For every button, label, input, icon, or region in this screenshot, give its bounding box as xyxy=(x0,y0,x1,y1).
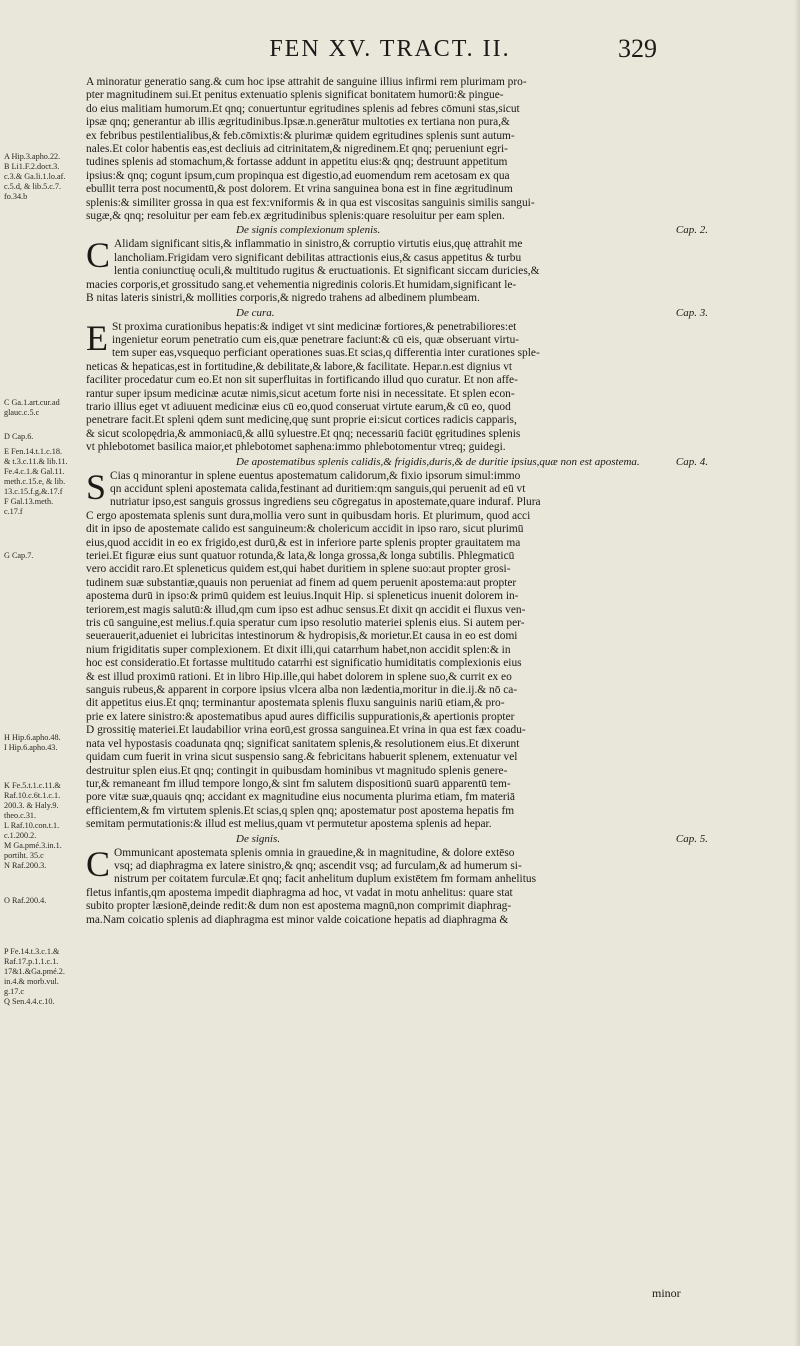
margin-note: c.1.200.2. xyxy=(4,831,37,840)
margin-note: 17&1.&Ga.pmé.2. xyxy=(4,967,65,976)
margin-note: c.5.d, & lib.5.c.7. xyxy=(4,182,62,191)
heading-title: De apostematibus splenis calidis,& frigidis,duris,& de duritie ipsius,quæ non est apostema. xyxy=(236,455,640,468)
text-line: macies corporis,et grossitudo sang.et vehementia nigredinis coloris.Et humidam,significant le- xyxy=(86,278,517,291)
text-line: pter magnitudinem sui.Et penitus extenuatio splenis significat bonitatem humorū:& pingue- xyxy=(86,89,504,102)
text-line: & est illud proximū rationi. Et in libro Hip.ille,qui habet dolorem in splene suo,& currit ex eo xyxy=(86,670,512,683)
section-heading xyxy=(86,455,726,470)
chapter-number: Cap. 3. xyxy=(675,306,708,319)
heading-title: De cura. xyxy=(236,306,275,319)
text-line: vsq; ad diaphragma ex latere sinistro,& qnq; ascendit vsq; ad furculam,& ad humerum si- xyxy=(114,859,522,872)
page-number: 329 xyxy=(618,34,657,63)
text-line: C ergo apostemata splenis sunt dura,mollia vero sunt in quibusdam horis. Et plurimum, quod acci xyxy=(86,509,531,522)
page-header xyxy=(0,36,800,70)
text-line: fletus infantis,qm apostema impedit diaphragma ad hoc, vt vadat in motu anhelitus: quare stat xyxy=(86,886,513,899)
margin-note: O Raf.200.4. xyxy=(4,896,47,905)
text-line: vero accidit raro.Et spleneticus quidem est,qui habet duritiem in splene suo:aut propter grosi- xyxy=(86,563,511,576)
text-line: lancholiam.Frigidam vero significant debilitas attractionis eius,& casus appetitus & turbu xyxy=(114,251,522,264)
margin-note: Q Sen.4.4.c.10. xyxy=(4,997,55,1006)
heading-title: De signis. xyxy=(236,832,280,845)
text-line: ipsæ qnq; generantur ab illis ægritudinibus.Ipsæ.n.generātur multoties ex tertiana non pura,& xyxy=(86,116,510,129)
page-edge xyxy=(794,0,800,1346)
text-line: Cias q minorantur in splene euentus apostematum calidorum,& fixio ipsorum simul:immo xyxy=(110,469,521,482)
text-line: apostema durū in ipso:& primū quidem est leuius.Inquit Hip. si spleneticus inuenit dolorem in- xyxy=(86,590,519,603)
margin-note: G Cap.7. xyxy=(4,551,34,560)
text-line: subito propter læsionē,deinde redit:& dum non est apostema magnū,non comprimit diaphrag- xyxy=(86,900,512,913)
margin-note: L Raf.10.con.t.1. xyxy=(4,821,60,830)
text-line: neticas & hepaticas,est in fortitudine,& debilitate,& labore,& facilitate. Hepar.n.est dignius vt xyxy=(86,360,513,373)
margin-note: 200.3. & Haly.9. xyxy=(4,801,59,810)
text-line: ma.Nam coicatio splenis ad diaphragma est minor valde coicatione hepatis ad diaphragma & xyxy=(86,913,509,926)
text-paragraph xyxy=(86,466,726,832)
drop-capital: C xyxy=(86,235,111,276)
text-paragraph xyxy=(86,235,726,305)
text-line: ebullit terra post nocumentū,& post dolorem. Et vrina sanguinea bona est in fine ægritudinum xyxy=(86,183,513,196)
text-line: lentia coniunctiuę oculi,& multitudo rugitus & eructuationis. Et significant siccam duricies,& xyxy=(114,265,540,278)
section-heading xyxy=(86,832,726,847)
margin-note: in.4.& morb.vul. xyxy=(4,977,59,986)
margin-note: fo.34.b xyxy=(4,192,28,201)
margin-note: Raf.10.c.6t.1.c.1. xyxy=(4,791,61,800)
margin-note: portiht. 35.c xyxy=(4,851,44,860)
margin-note: H Hip.6.apho.48. xyxy=(4,733,61,742)
text-line: Ommunicant apostemata splenis omnia in grauedine,& in magnitudine, & dolore extēso xyxy=(114,846,515,859)
margin-note: Fe.4.c.1.& Gal.11. xyxy=(4,467,65,476)
drop-capital: E xyxy=(86,317,108,358)
text-line: dit appetitus eius.Et qnq; terminantur apostemata splenis fluxu sanguinis nariū etiam,& pro- xyxy=(86,697,505,710)
text-line: ipsius:& qnq; cogunt ipsum,cum propinqua est digestio,ad euomendum rem acetosam ex qua xyxy=(86,169,510,182)
chapter-number: Cap. 5. xyxy=(675,832,708,845)
text-line: nutriatur ipso,est sanguis grossus ingrediens seu cōgregatus in apostemate,quare induraf. Plura xyxy=(110,496,541,509)
text-line: teriei.Et figuræ eius sunt quatuor rotunda,& lata,& longa grossa,& longa subtilis. Phlegmaticū xyxy=(86,550,515,562)
text-line: semitam permutationis:& illud est melius,quam vt permutetur apostema splenis ad hepar. xyxy=(86,818,492,831)
margin-notes xyxy=(4,0,86,1346)
margin-note: 13.c.15.f.g,&.17.f xyxy=(4,487,63,496)
margin-note: c.17.f xyxy=(4,507,23,516)
margin-note: K Fe.5.t.1.c.11.& xyxy=(4,781,61,790)
main-text xyxy=(86,76,726,927)
margin-note: glauc.c.5.c xyxy=(4,408,40,417)
text-line: quidam cum fuerit in vrina sicut suspensio sang.& febricitans habuerit splenem, extenuatur vel xyxy=(86,751,518,764)
text-line: tem super eas,vsquequo perficiant operationes suas.Et scias,q differentia inter curationes sple- xyxy=(112,347,540,360)
margin-note: theo.c.31. xyxy=(4,811,37,820)
margin-note: & t.3.c.11.& lib.11. xyxy=(4,457,68,466)
heading-title: De signis complexionum splenis. xyxy=(236,224,381,237)
margin-note: D Cap.6. xyxy=(4,432,34,441)
text-line: sugæ,& qnq; resoluitur per eam feb.ex ægritudinibus splenis:quare resoluitur per eam splen. xyxy=(86,210,505,223)
text-line: nistrum per coitatem furculæ.Et qnq; facit anhelitum duplum existētem fm formam anhelitus xyxy=(114,873,536,886)
running-head: FEN XV. TRACT. II. xyxy=(269,36,511,62)
text-line: St proxima curationibus hepatis:& indiget vt sint medicinæ fortiores,& penetrabiliores:et xyxy=(112,320,517,333)
text-line: Alidam significant sitis,& inflammatio in sinistro,& corruptio virtutis eius,quę attrahit me xyxy=(114,238,523,251)
text-line: tur,& remaneant fm illud tempore longo,& sint fm salutem dispositionū suarū apparentū tem- xyxy=(86,777,511,790)
margin-note: F Gal.13.meth. xyxy=(4,497,54,506)
catchword: minor xyxy=(652,1286,681,1300)
text-line: efficientem,& fm virtutem splenis.Et scias,q splen qnq; apostematur post apostema hepatis fm xyxy=(86,804,515,817)
text-paragraph xyxy=(86,843,726,927)
text-line: & sicut scolopędria,& ammoniacū,& allū syluestre.Et qnq; necessariū faciūt ęgritudines splenis xyxy=(86,427,521,440)
text-line: ingenietur eorum penetratio cum eis,quæ penetrare faciunt:& cū eis, quæ obseruant virtu- xyxy=(112,333,520,346)
chapter-number: Cap. 2. xyxy=(675,224,708,237)
text-line: splenis:& similiter grossa in qua est fex:vniformis & in qua est viscositas sanguinis similis sangui- xyxy=(86,196,535,209)
text-line: qn accidunt spleni apostemata calida,festinant ad duritiem:qm sanguis,qui peruenit ad eū vt xyxy=(110,482,526,495)
drop-capital: S xyxy=(86,466,107,507)
text-line: nata vel hypostasis coadunata qnq; significat sanitatem splenis,& resolutionem eius.Et dixerunt xyxy=(86,737,520,750)
margin-note: N Raf.200.3. xyxy=(4,861,47,870)
text-line: vt phlebotomet basilica maior,et phlebotomet saphena:immo phlebotomentur vtreq; guidegi. xyxy=(86,441,506,454)
margin-note: M Ga.pmé.3.in.1. xyxy=(4,841,62,850)
text-line: dit in ipso de apostemate calido est sanguineum:& cholericum accidit in ipso raro, sicut plurimū xyxy=(86,523,524,536)
chapter-number: Cap. 4. xyxy=(675,455,708,468)
text-line: D grossitię materiei.Et laudabilior vrina eorū,est grossa sanguinea.Et vrina in qua est fæx coadu- xyxy=(86,724,526,737)
margin-note: I Hip.6.apho.43. xyxy=(4,743,58,752)
margin-note: Raf.17.p.1.1.c.1. xyxy=(4,957,59,966)
text-line: A minoratur generatio sang.& cum hoc ipse attrahit de sanguine illius infirmi rem plurimam pro- xyxy=(86,76,527,88)
text-line: sanguis rubeus,& apparent in corpore ipsius vlcera alba non lædentia,moritur in die.ij.& nō ca- xyxy=(86,684,518,697)
text-line: rantur super ipsum medicinæ acutæ nimis,sicut acetum forte nisi in necessitate. Et splen econ- xyxy=(86,387,515,400)
margin-note: c.3.& Ga.li.1.lo.af. xyxy=(4,172,66,181)
drop-capital: C xyxy=(86,843,111,884)
text-line: pore vitæ suæ,quauis qnq; accidant ex magnitudine eius nocumenta plurima etiam, fm materiā xyxy=(86,791,515,804)
margin-note: meth.c.15.e, & lib. xyxy=(4,477,66,486)
text-line: tudinem suæ substantiæ,quauis non perueniat ad finem ad quem peruenit apostema:aut propter xyxy=(86,576,517,589)
text-paragraph xyxy=(86,76,726,223)
section-heading xyxy=(86,306,726,321)
text-line: ex febribus pestilentialibus,& feb.cōmixtis:& plurimæ quidem egritudines splenis sunt autum- xyxy=(86,129,515,142)
section-heading xyxy=(86,223,726,238)
text-line: faciliter procedatur cum eo.Et non sit superfluitas in fortificando illud quo curatur. Et non affe- xyxy=(86,374,518,387)
text-line: nales.Et color habentis eas,est decliuis ad citrinitatem,& nigredinem.Et qnq; perueniunt egri- xyxy=(86,143,508,156)
margin-note: C Ga.1.art.cur.ad xyxy=(4,398,60,407)
text-line: tris cū sanguine,est melius.f.quia speratur cum ipso resolutio materiei splenis eius. Si autem per- xyxy=(86,617,525,630)
text-line: tudines splenis ad stomachum,& fortasse addunt in appetitu eius:& qnq; destruunt appetitum xyxy=(86,156,508,169)
text-line: penetrare facit.Et spleni qdem sunt medicinę,quę sunt proprie ei:sicut cortices radicis capparis, xyxy=(86,414,517,427)
margin-note: g.17.c xyxy=(4,987,25,996)
text-line: hoc est consideratio.Et fortasse multitudo catarrhi est significatio humiditatis complexionis eius xyxy=(86,657,522,670)
text-line: prie ex latere sinistro:& apostematibus apud aures difficilis suppurationis,& apertionis propter xyxy=(86,710,515,723)
text-line: do eius malitiam humorum.Et qnq; conuertuntur egritudines splenis ad febres cōmuni stas,sicut xyxy=(86,102,520,115)
text-line: seuerauerit,adueniet ei lubricitas intestinorum & hydropisis,& morietur.Et causa in eo est domi xyxy=(86,630,518,643)
text-line: destruitur splen eius.Et qnq; contingit in quibusdam hominibus vt magnitudo splenis genere- xyxy=(86,764,508,777)
margin-note: B Li1.F.2.doct.3. xyxy=(4,162,60,171)
margin-note: P Fe.14.t.3.c.1.& xyxy=(4,947,60,956)
text-line: eius,quod accidit in eo ex frigido,est durū,& est in inferiore parte splenis propter grauitatem ma xyxy=(86,536,521,549)
margin-note: A Hip.3.apho.22. xyxy=(4,152,61,161)
text-line: nium frigiditatis super complexionem. Et dixit illi,qui catarrhum habet,non accidit splen:& in xyxy=(86,643,511,656)
text-line: teriorem,est magis salutū:& illud,qm cum ipso est adhuc sensus.Et dixit qn accidit ei fluxus ven- xyxy=(86,603,526,616)
text-line: trario illius eget vt adiuuent medicinæ eius cū eo,quod conseruat virtute earum,& cū eo, quod xyxy=(86,400,511,413)
text-line: B nitas lateris sinistri,& mollities corporis,& nigredo trahens ad albedinem plumbeam. xyxy=(86,292,480,305)
margin-note: E Fen.14.t.1.c.18. xyxy=(4,447,62,456)
text-paragraph xyxy=(86,317,726,455)
